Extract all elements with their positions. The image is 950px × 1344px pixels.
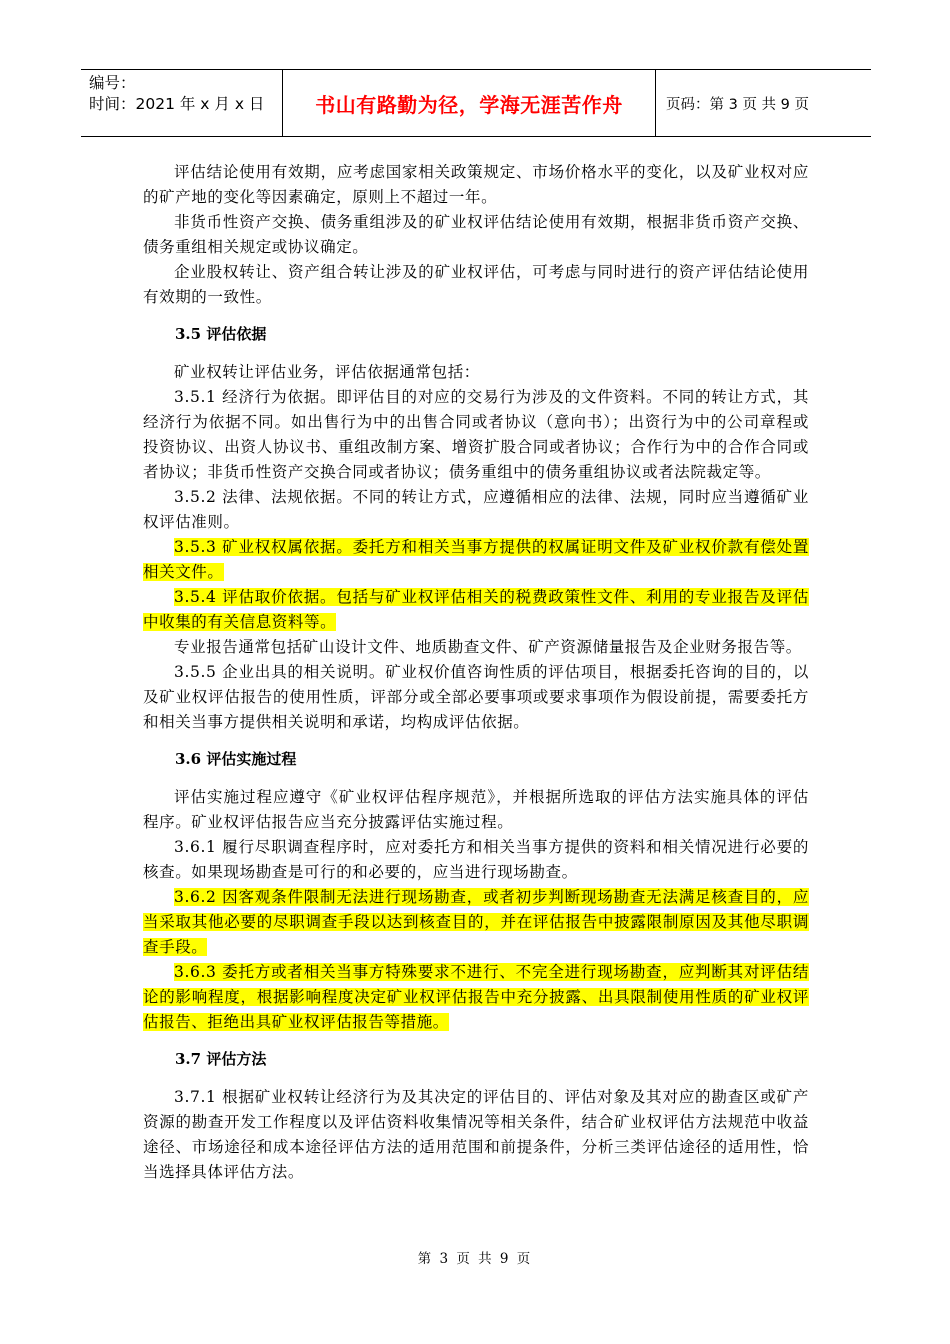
paragraph: 3.5.5 企业出具的相关说明。矿业权价值咨询性质的评估项目，根据委托咨询的目的，以及矿业权评估报告的使用性质，评部分或全部必要事项或要求事项作为假设前提，需要委托方和相关当事方提供相关说明和承诺，均构成评估依据。: [143, 663, 809, 731]
highlighted-text: 3.5.3 矿业权权属依据。委托方和相关当事方提供的权属证明文件及矿业权价款有偿处置相关文件。: [143, 538, 809, 581]
paragraph: 企业股权转让、资产组合转让涉及的矿业权评估，可考虑与同时进行的资产评估结论使用有效期的一致性。: [143, 263, 809, 306]
highlighted-paragraph: [143, 885, 809, 960]
document-number-label: 编号：: [89, 74, 136, 92]
document-body: [143, 160, 809, 1185]
paragraph: 3.7.1 根据矿业权转让经济行为及其决定的评估目的、评估对象及其对应的勘查区或矿产资源的勘查开发工作程度以及评估资料收集情况等相关条件，结合矿业权评估方法规范中收益途径、市场途径和成本途径评估方法的适用范围和前提条件，分析三类评估途径的适用性，恰当选择具体评估方法。: [143, 1088, 809, 1181]
paragraph: 专业报告通常包括矿山设计文件、地质勘查文件、矿产资源储量报告及企业财务报告等。: [174, 638, 802, 656]
paragraph: 评估实施过程应遵守《矿业权评估程序规范》，并根据所选取的评估方法实施具体的评估程序。矿业权评估报告应当充分披露评估实施过程。: [143, 788, 809, 831]
header-motto: 书山有路勤为径，学海无涯苦作舟: [283, 70, 656, 136]
paragraph: 非货币性资产交换、债务重组涉及的矿业权评估结论使用有效期，根据非货币资产交换、债务重组相关规定或协议确定。: [143, 213, 809, 256]
highlighted-text: 3.5.4 评估取价依据。包括与矿业权评估相关的税费政策性文件、利用的专业报告及评估中收集的有关信息资料等。: [143, 588, 809, 631]
section-heading-3-7: 3.7 评估方法: [175, 1050, 267, 1068]
highlighted-paragraph: [143, 585, 809, 635]
paragraph: 3.5.1 经济行为依据。即评估目的对应的交易行为涉及的文件资料。不同的转让方式，其经济行为依据不同。如出售行为中的出售合同或者协议（意向书）；出资行为中的公司章程或投资协议、出资人协议书、重组改制方案、增资扩股合同或者协议；合作行为中的合作合同或者协议；非货币性资产交换合同或者协议；债务重组中的债务重组协议或者法院裁定等。: [143, 388, 809, 481]
page-footer: 第 3 页 共 9 页: [417, 1251, 533, 1267]
paragraph: 3.5.2 法律、法规依据。不同的转让方式，应遵循相应的法律、法规，同时应当遵循矿业权评估准则。: [143, 488, 809, 531]
section-heading-3-5: 3.5 评估依据: [175, 325, 267, 343]
highlighted-text: 3.6.3 委托方或者相关当事方特殊要求不进行、不完全进行现场勘查，应判断其对评估结论的影响程度，根据影响程度决定矿业权评估报告中充分披露、出具限制使用性质的矿业权评估报告、拒绝出具矿业权评估报告等措施。: [143, 963, 809, 1031]
paragraph: 3.6.1 履行尽职调查程序时，应对委托方和相关当事方提供的资料和相关情况进行必要的核查。如果现场勘查是可行的和必要的，应当进行现场勘查。: [143, 838, 809, 881]
highlighted-paragraph: [143, 960, 809, 1035]
page-header: [81, 69, 871, 137]
paragraph: 矿业权转让评估业务，评估依据通常包括：: [174, 363, 480, 381]
header-meta: [81, 70, 283, 136]
highlighted-text: 3.6.2 因客观条件限制无法进行现场勘查，或者初步判断现场勘查无法满足核查目的，应当采取其他必要的尽职调查手段以达到核查目的，并在评估报告中披露限制原因及其他尽职调查手段。: [143, 888, 809, 956]
document-date: 时间：2021 年 x 月 x 日: [89, 95, 265, 113]
paragraph: 评估结论使用有效期，应考虑国家相关政策规定、市场价格水平的变化，以及矿业权对应的矿产地的变化等因素确定，原则上不超过一年。: [143, 163, 809, 206]
header-page-code: 页码：第 3 页 共 9 页: [666, 96, 809, 113]
section-heading-3-6: 3.6 评估实施过程: [175, 750, 297, 768]
highlighted-paragraph: [143, 535, 809, 585]
